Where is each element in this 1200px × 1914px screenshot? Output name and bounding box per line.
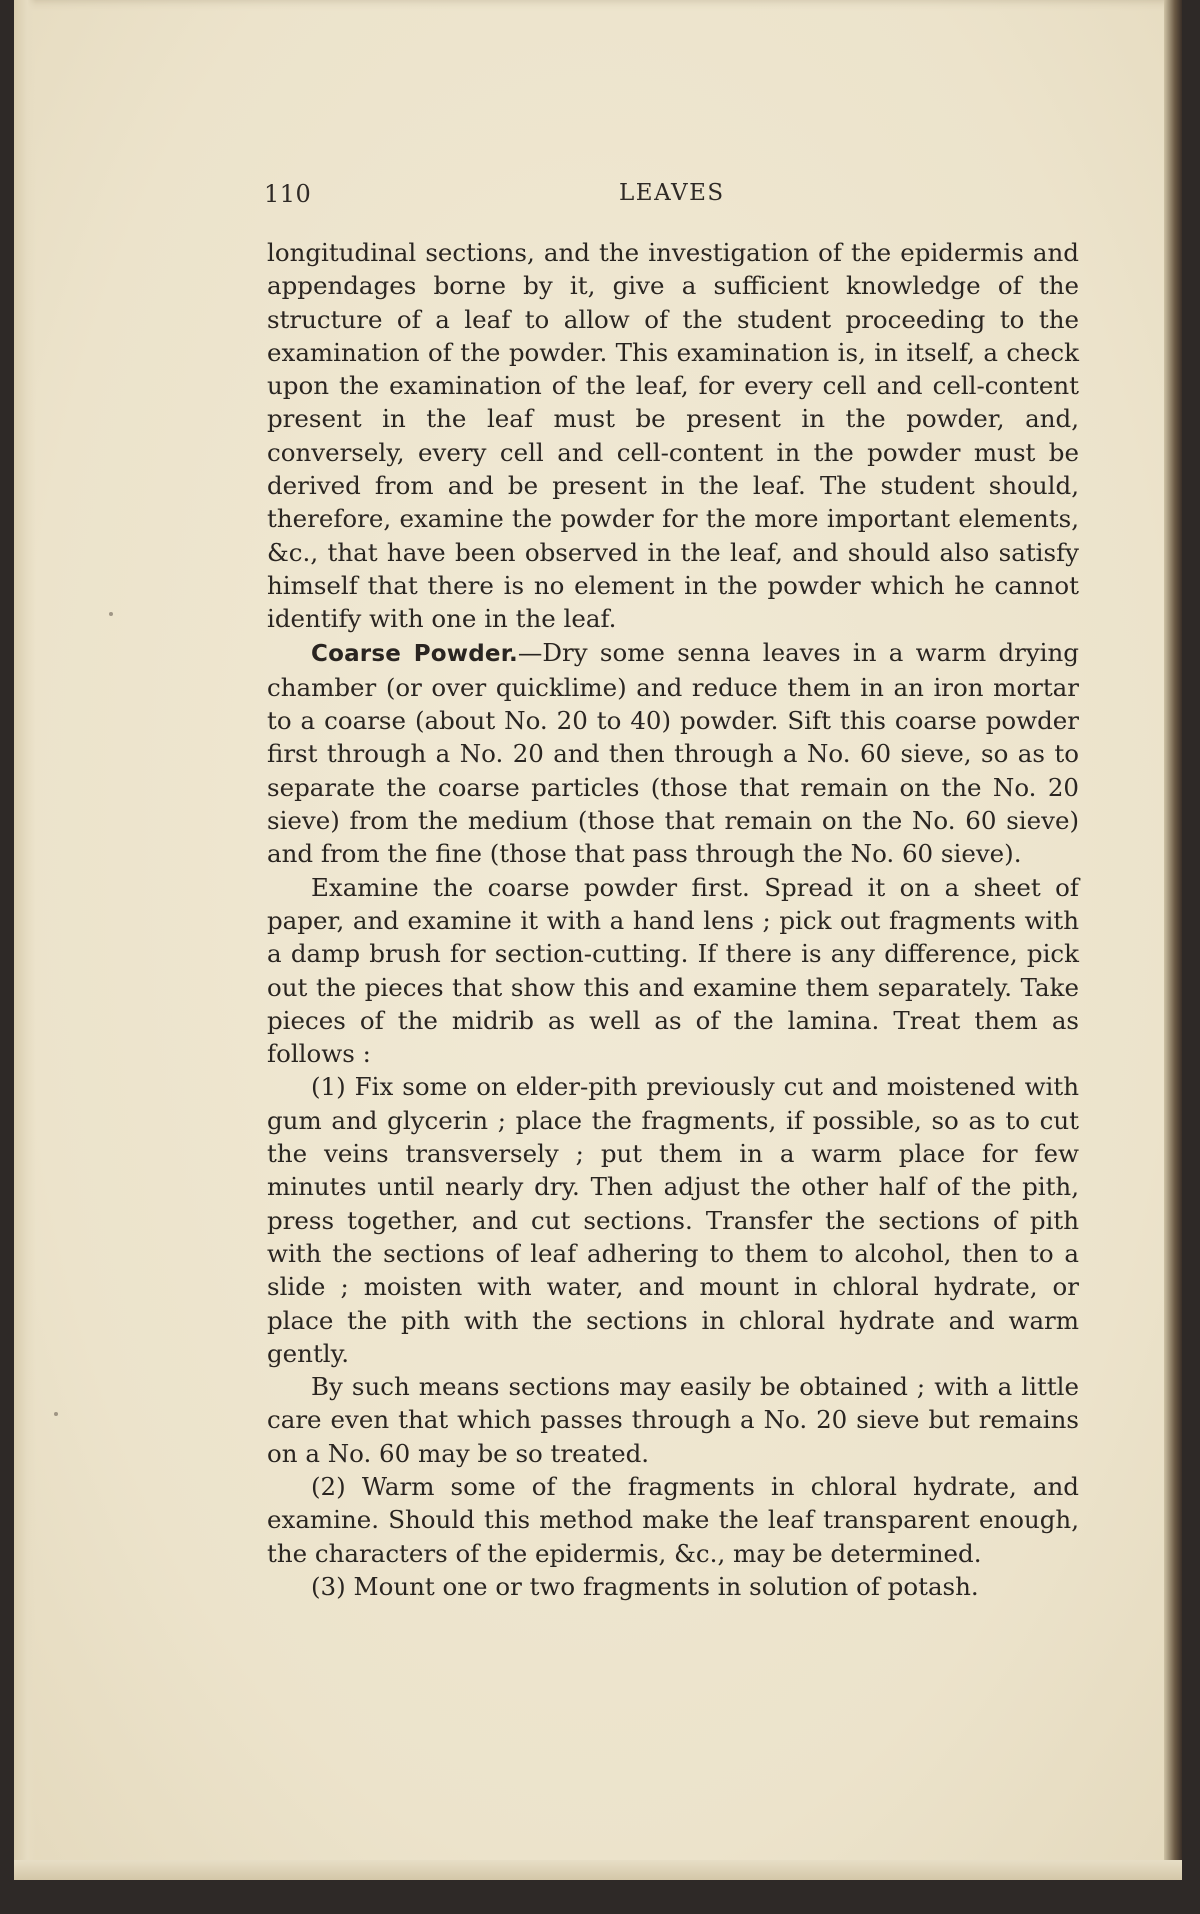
paragraph-6: [267, 1470, 1079, 1570]
paragraph-text: (3) Mount one or two fragments in solution of potash.: [311, 1571, 979, 1601]
paragraph-4: [267, 1070, 1079, 1370]
page-edge: [1164, 0, 1182, 1880]
paragraph-3: [267, 871, 1079, 1071]
paragraph-text: (1) Fix some on elder-pith previously cut and moistened with gum and glycerin ; place the fragments, if possible, so as to cut the veins transversely ; put them in a warm place for few minutes until nearly dry. Then adjust the other half of the pith, press together, and cut sections. Transfer the sections of pith with the sections of leaf adhering to them to alcohol, then to a slide ; moisten with water, and mount in chloral hydrate, or place the pith with the sections in chloral hydrate and warm gently.: [267, 1072, 1079, 1368]
page-bottom-edge: [14, 1860, 1182, 1880]
page-header: [254, 180, 1074, 220]
paragraph-1: [267, 236, 1079, 636]
paragraph-text: (2) Warm some of the fragments in chloral hydrate, and examine. Should this method make the leaf transparent enough, the characters of the epidermis, &c., may be determined.: [267, 1471, 1079, 1568]
section-heading: Coarse Powder.: [311, 640, 518, 667]
paragraph-text: —Dry some senna leaves in a warm drying chamber (or over quicklime) and reduce them in an iron mortar to a coarse (about No. 20 to 40) powder. Sift this coarse powder first through a No. 20 and then through a No. 60 sieve, so as to separate the coarse particles (those that remain on the No. 20 sieve) from the medium (those that remain on the No. 60 sieve) and from the fine (those that pass through the No. 60 sieve).: [267, 637, 1079, 869]
page-gutter: [14, 0, 36, 1880]
paragraph-text: By such means sections may easily be obtained ; with a little care even that which passes through a No. 20 sieve but remains on a No. 60 may be so treated.: [267, 1372, 1079, 1468]
body-text: [267, 236, 1079, 1603]
paragraph-text: longitudinal sections, and the investigation of the epidermis and appendages borne by it, give a sufficient knowledge of the structure of a leaf to allow of the student proceeding to the examination of the powder. This examination is, in itself, a check upon the examination of the leaf, for every cell and cell-content present in the leaf must be present in the powder, and, conversely, every cell and cell-content in the powder must be derived from and be present in the leaf. The student should, therefore, examine the powder for the more important elements, &c., that have been observed in the leaf, and should also satisfy himself that there is no element in the powder which he cannot identify with one in the leaf.: [267, 238, 1079, 634]
paragraph-7: [267, 1570, 1079, 1603]
page: [14, 0, 1182, 1880]
running-title: LEAVES: [619, 180, 725, 206]
paragraph-text: Examine the coarse powder first. Spread it on a sheet of paper, and examine it with a hand lens ; pick out fragments with a damp brush for section-cutting. If there is any difference, pick out the pieces that show this and examine them separately. Take pieces of the midrib as well as of the lamina. Treat them as follows :: [267, 872, 1079, 1069]
paper-speck: [109, 612, 113, 616]
paper-speck: [54, 1412, 58, 1416]
paragraph-5: [267, 1370, 1079, 1470]
paragraph-2: [267, 636, 1079, 871]
page-number: 110: [264, 180, 312, 208]
